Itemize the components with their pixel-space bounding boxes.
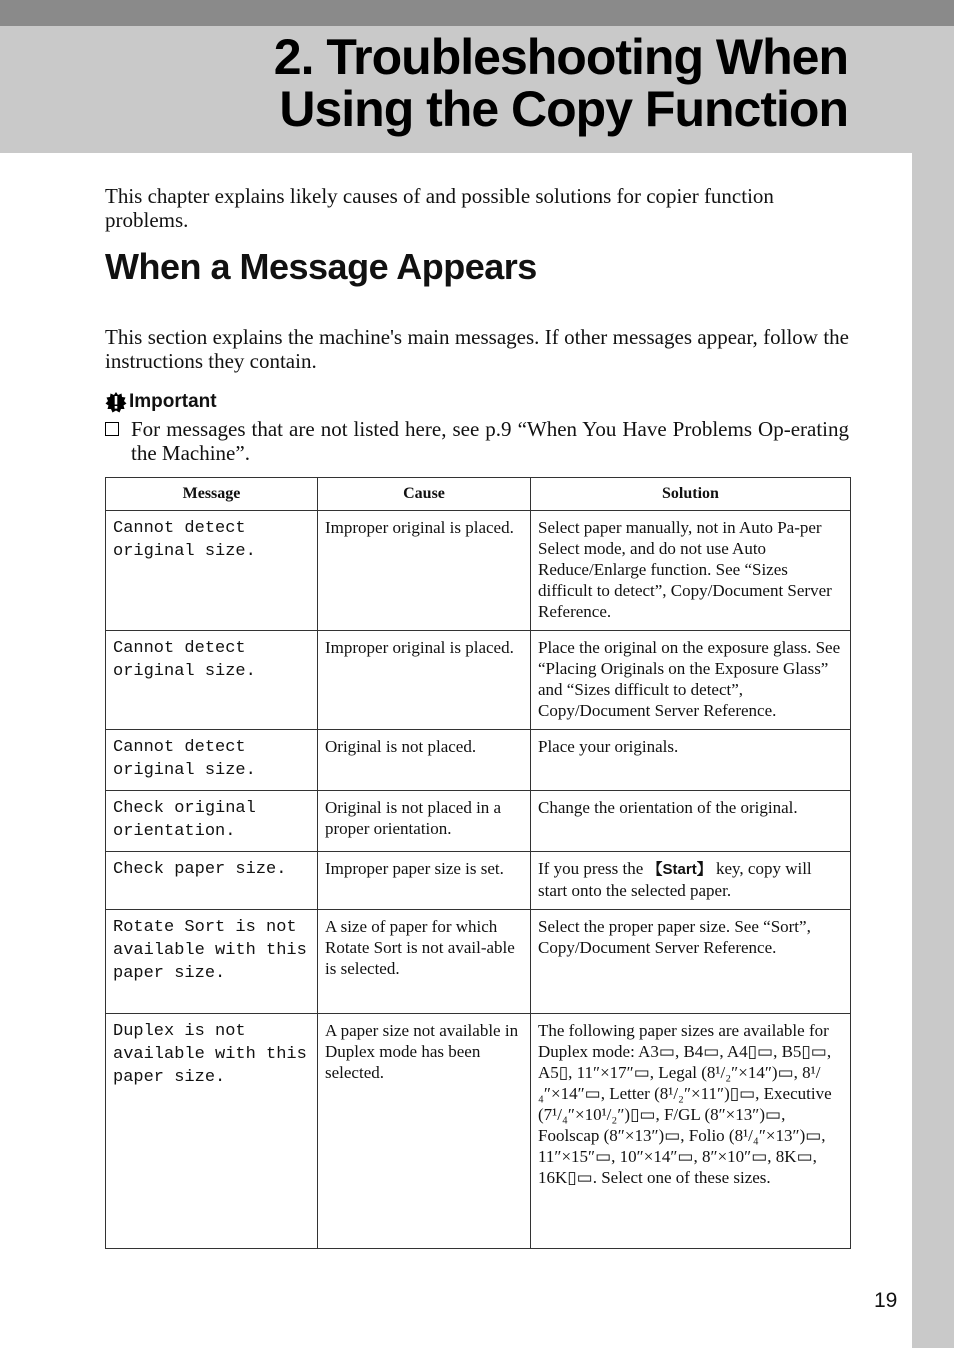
message-cell: Cannot detect original size. <box>106 730 318 791</box>
solution-cell: Select paper manually, not in Auto Pa-per Select mode, and do not use Auto Reduce/Enlarge function. See “Sizes difficult to detect”, Copy/Document Server Reference. <box>531 511 851 631</box>
cause-cell: Original is not placed in a proper orientation. <box>318 791 531 852</box>
table-row <box>106 631 851 730</box>
table-row <box>106 910 851 1014</box>
table-row <box>106 511 851 631</box>
solution-text-end: key, copy will start onto the selected paper. <box>538 859 812 900</box>
header-top-bar <box>0 0 954 26</box>
important-note <box>105 417 849 465</box>
section-title: When a Message Appears <box>105 246 537 287</box>
message-cell: Duplex is not available with this paper size. <box>106 1014 318 1249</box>
table-row <box>106 730 851 791</box>
solution-cell <box>531 852 851 910</box>
chapter-intro: This chapter explains likely causes of and possible solutions for copier function problems. <box>105 184 774 232</box>
message-cell: Cannot detect original size. <box>106 631 318 730</box>
page-edge-tab <box>912 153 954 1348</box>
solution-text-start: If you press the <box>538 859 648 878</box>
column-header-cause: Cause <box>318 478 531 511</box>
start-key-label: 【Start】 <box>647 861 712 878</box>
cause-cell: Improper original is placed. <box>318 631 531 730</box>
important-heading <box>105 390 217 414</box>
table-row <box>106 791 851 852</box>
cause-cell: Original is not placed. <box>318 730 531 791</box>
column-header-solution: Solution <box>531 478 851 511</box>
important-note-text: For messages that are not listed here, see p.9 “When You Have Problems Op-erating the Machine”. <box>131 417 849 465</box>
cause-cell: Improper paper size is set. <box>318 852 531 910</box>
column-header-message: Message <box>106 478 318 511</box>
solution-cell: Place the original on the exposure glass. See “Placing Originals on the Exposure Glass” and “Sizes difficult to detect”, Copy/Document Server Reference. <box>531 631 851 730</box>
table-row <box>106 852 851 910</box>
chapter-title <box>148 31 848 135</box>
message-cell: Rotate Sort is not available with this paper size. <box>106 910 318 1014</box>
solution-cell: Place your originals. <box>531 730 851 791</box>
checkbox-bullet-icon <box>105 422 119 436</box>
table-row <box>106 1014 851 1249</box>
cause-cell: Improper original is placed. <box>318 511 531 631</box>
message-table <box>105 477 851 1249</box>
solution-cell: Change the orientation of the original. <box>531 791 851 852</box>
section-intro: This section explains the machine's main messages. If other messages appear, follow the instructions they contain. <box>105 325 849 373</box>
solution-cell: The following paper sizes are available for Duplex mode: A3▭, B4▭, A4▯▭, B5▯▭, A5▯, 11″×17″▭, Legal (8¹/₂″×14″)▭, 8¹/₄″×14″▭, Letter (8¹/₂″×11″)▯▭, Executive (7¹/₄″×10¹/₂″)▯▭, F/GL (8″×13″)▭, Foolscap (8″×13″)▭, Folio (8¹/₄″×13″)▭, 11″×15″▭, 10″×14″▭, 8″×10″▭, 8K▭, 16K▯▭. Select one of these sizes. <box>531 1014 851 1249</box>
cause-cell: A size of paper for which Rotate Sort is not avail-able is selected. <box>318 910 531 1014</box>
important-label: Important <box>129 391 217 412</box>
solution-cell: Select the proper paper size. See “Sort”, Copy/Document Server Reference. <box>531 910 851 1014</box>
chapter-title-line-2: Using the Copy Function <box>279 81 848 137</box>
message-cell: Cannot detect original size. <box>106 511 318 631</box>
chapter-title-line-1: 2. Troubleshooting When <box>273 29 848 85</box>
page-number: 19 <box>874 1289 898 1312</box>
message-cell: Check original orientation. <box>106 791 318 852</box>
message-cell: Check paper size. <box>106 852 318 910</box>
exclamation-badge-icon <box>105 391 127 413</box>
table-header-row <box>106 478 851 511</box>
cause-cell: A paper size not available in Duplex mode has been selected. <box>318 1014 531 1249</box>
